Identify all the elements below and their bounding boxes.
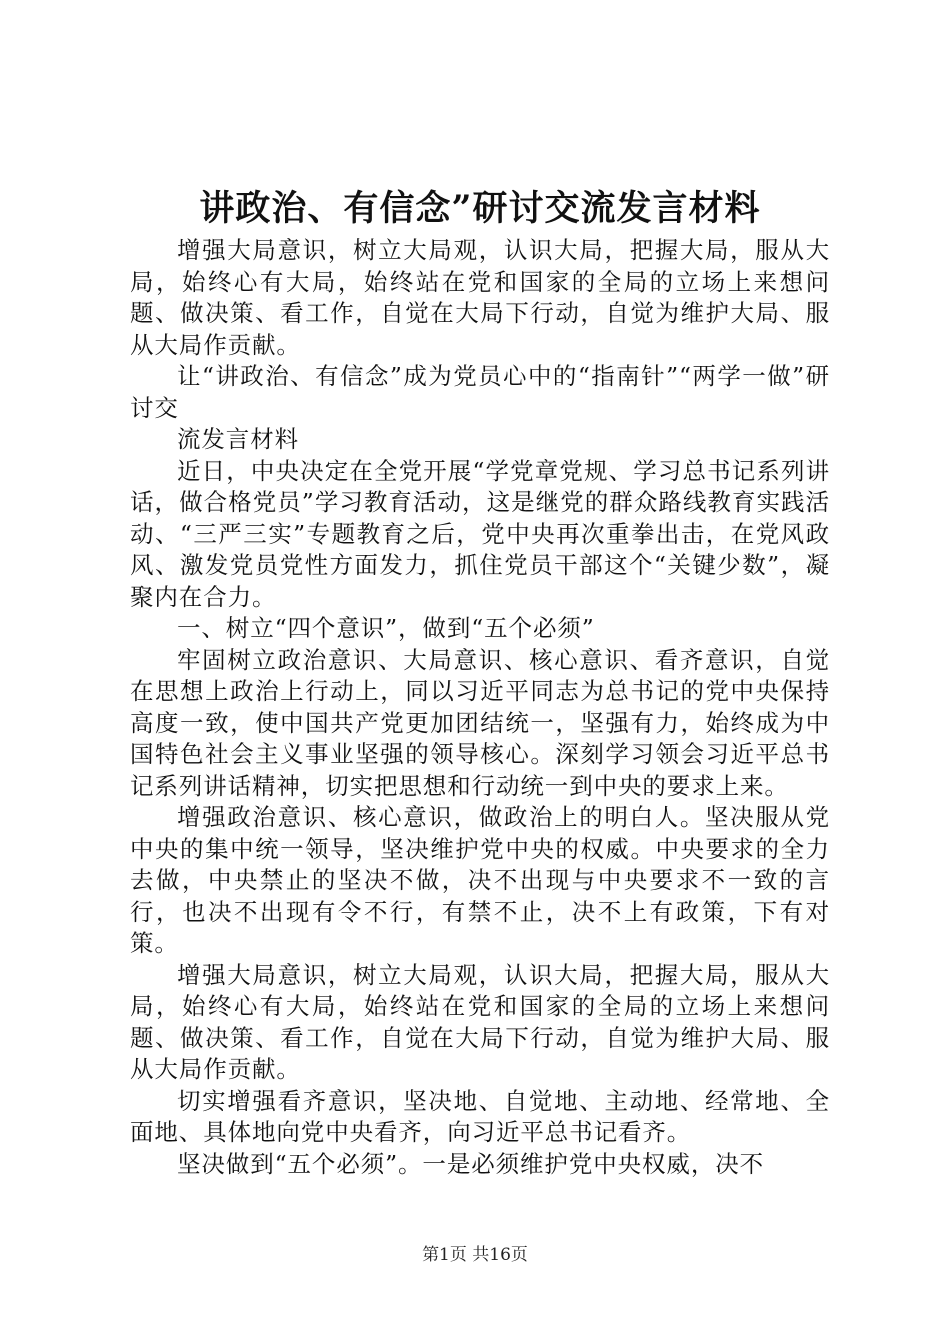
- paragraph: 切实增强看齐意识，坚决地、自觉地、主动地、经常地、全面地、具体地向党中央看齐，向习近平总书记看齐。: [130, 1086, 830, 1146]
- paragraph: 增强政治意识、核心意识，做政治上的明白人。坚决服从党中央的集中统一领导，坚决维护党中央的权威。中央要求的全力去做，中央禁止的坚决不做，决不出现与中央要求不一致的言行，也决不出现有令不行，有禁不止，决不上有政策，下有对策。: [130, 803, 830, 957]
- paragraph: 牢固树立政治意识、大局意识、核心意识、看齐意识，自觉在思想上政治上行动上，同以习近平同志为总书记的党中央保持高度一致，使中国共产党更加团结统一，坚强有力，始终成为中国特色社会主义事业坚强的领导核心。深刻学习领会习近平总书记系列讲话精神，切实把思想和行动统一到中央的要求上来。: [130, 645, 830, 800]
- document-body: [130, 235, 830, 1180]
- paragraph: 流发言材料: [177, 425, 299, 453]
- paragraph: 增强大局意识，树立大局观，认识大局，把握大局，服从大局，始终心有大局，始终站在党和国家的全局的立场上来想问题、做决策、看工作，自觉在大局下行动，自觉为维护大局、服从大局作贡献。: [130, 236, 830, 359]
- paragraph: 近日，中央决定在全党开展“学党章党规、学习总书记系列讲话，做合格党员”学习教育活动，这是继党的群众路线教育实践活动、“三严三实”专题教育之后，党中央再次重拳出击，在党风政风、激发党员党性方面发力，抓住党员干部这个“关键少数”，凝聚内在合力。: [130, 456, 830, 611]
- page-number-footer: 第1页 共16页: [422, 1245, 528, 1265]
- paragraph: 坚决做到“五个必须”。一是必须维护党中央权威，决不: [177, 1149, 765, 1178]
- section-heading: 一、树立“四个意识”，做到“五个必须”: [177, 614, 595, 642]
- paragraph: 让“讲政治、有信念”成为党员心中的“指南针”“两学一做”研讨交: [130, 362, 830, 422]
- paragraph: 增强大局意识，树立大局观，认识大局，把握大局，服从大局，始终心有大局，始终站在党和国家的全局的立场上来想问题、做决策、看工作，自觉在大局下行动，自觉为维护大局、服从大局作贡献。: [130, 960, 830, 1083]
- document-title: 讲政治、有信念”研讨交流发言材料: [199, 188, 761, 229]
